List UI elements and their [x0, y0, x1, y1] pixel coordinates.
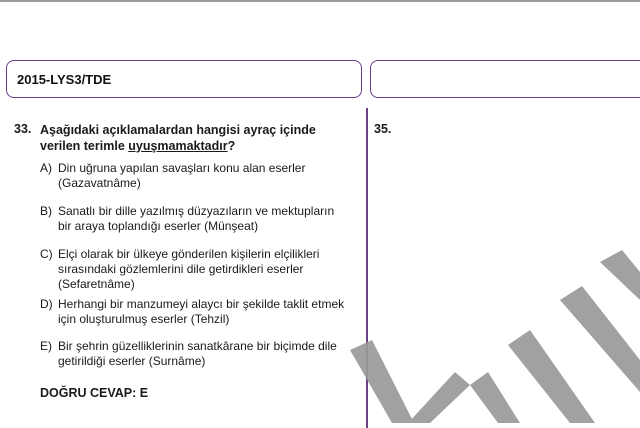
option-letter: D) [40, 297, 53, 311]
option-text-line: için oluşturulmuş eserler (Tehzil) [58, 312, 230, 326]
option-text-line: bir araya toplandığı eserler (Münşeat) [58, 219, 259, 233]
option-letter: B) [40, 204, 52, 218]
option-text-line: Elçi olarak bir ülkeye gönderilen kişilerin elçilikleri [58, 247, 320, 261]
watermark-stroke [508, 330, 595, 423]
option-letter: C) [40, 247, 53, 261]
watermark-stroke [470, 372, 520, 423]
option-text-line: (Gazavatnâme) [58, 176, 141, 190]
stem-line-2-prefix: verilen terimle [40, 139, 129, 153]
stem-line-1: Aşağıdaki açıklamalardan hangisi ayraç içinde [40, 123, 316, 137]
question-35-number: 35. [374, 122, 392, 136]
option-letter: E) [40, 339, 52, 353]
correct-answer: DOĞRU CEVAP: E [40, 386, 149, 400]
option-text-line: Herhangi bir manzumeyi alaycı bir şekilde taklit etmek [58, 297, 345, 311]
option-text-line: Din uğruna yapılan savaşları konu alan eserler [58, 161, 306, 175]
option-text-line: Sanatlı bir dille yazılmış düzyazıların ve mektupların [58, 204, 335, 218]
option-letter: A) [40, 161, 52, 175]
option-text-line: getirildiği eserler (Surnâme) [58, 354, 206, 368]
watermark-stroke [600, 250, 640, 300]
option-text-line: Bir şehrin güzelliklerinin sanatkârane bir biçimde dile [58, 339, 337, 353]
exam-code: 2015-LYS3/TDE [17, 72, 112, 87]
option-text-line: (Sefaretnâme) [58, 277, 135, 291]
watermark-stroke [560, 286, 640, 392]
question-33-number: 33. [14, 122, 32, 136]
stem-underlined-word: uyuşmamaktadır [128, 139, 228, 153]
stem-line-2-suffix: ? [227, 139, 236, 153]
option-text-line: sırasındaki gözlemlerini dile getirdikleri eserler [58, 262, 304, 276]
watermark-stroke [408, 372, 470, 423]
watermark-stroke [350, 340, 414, 423]
